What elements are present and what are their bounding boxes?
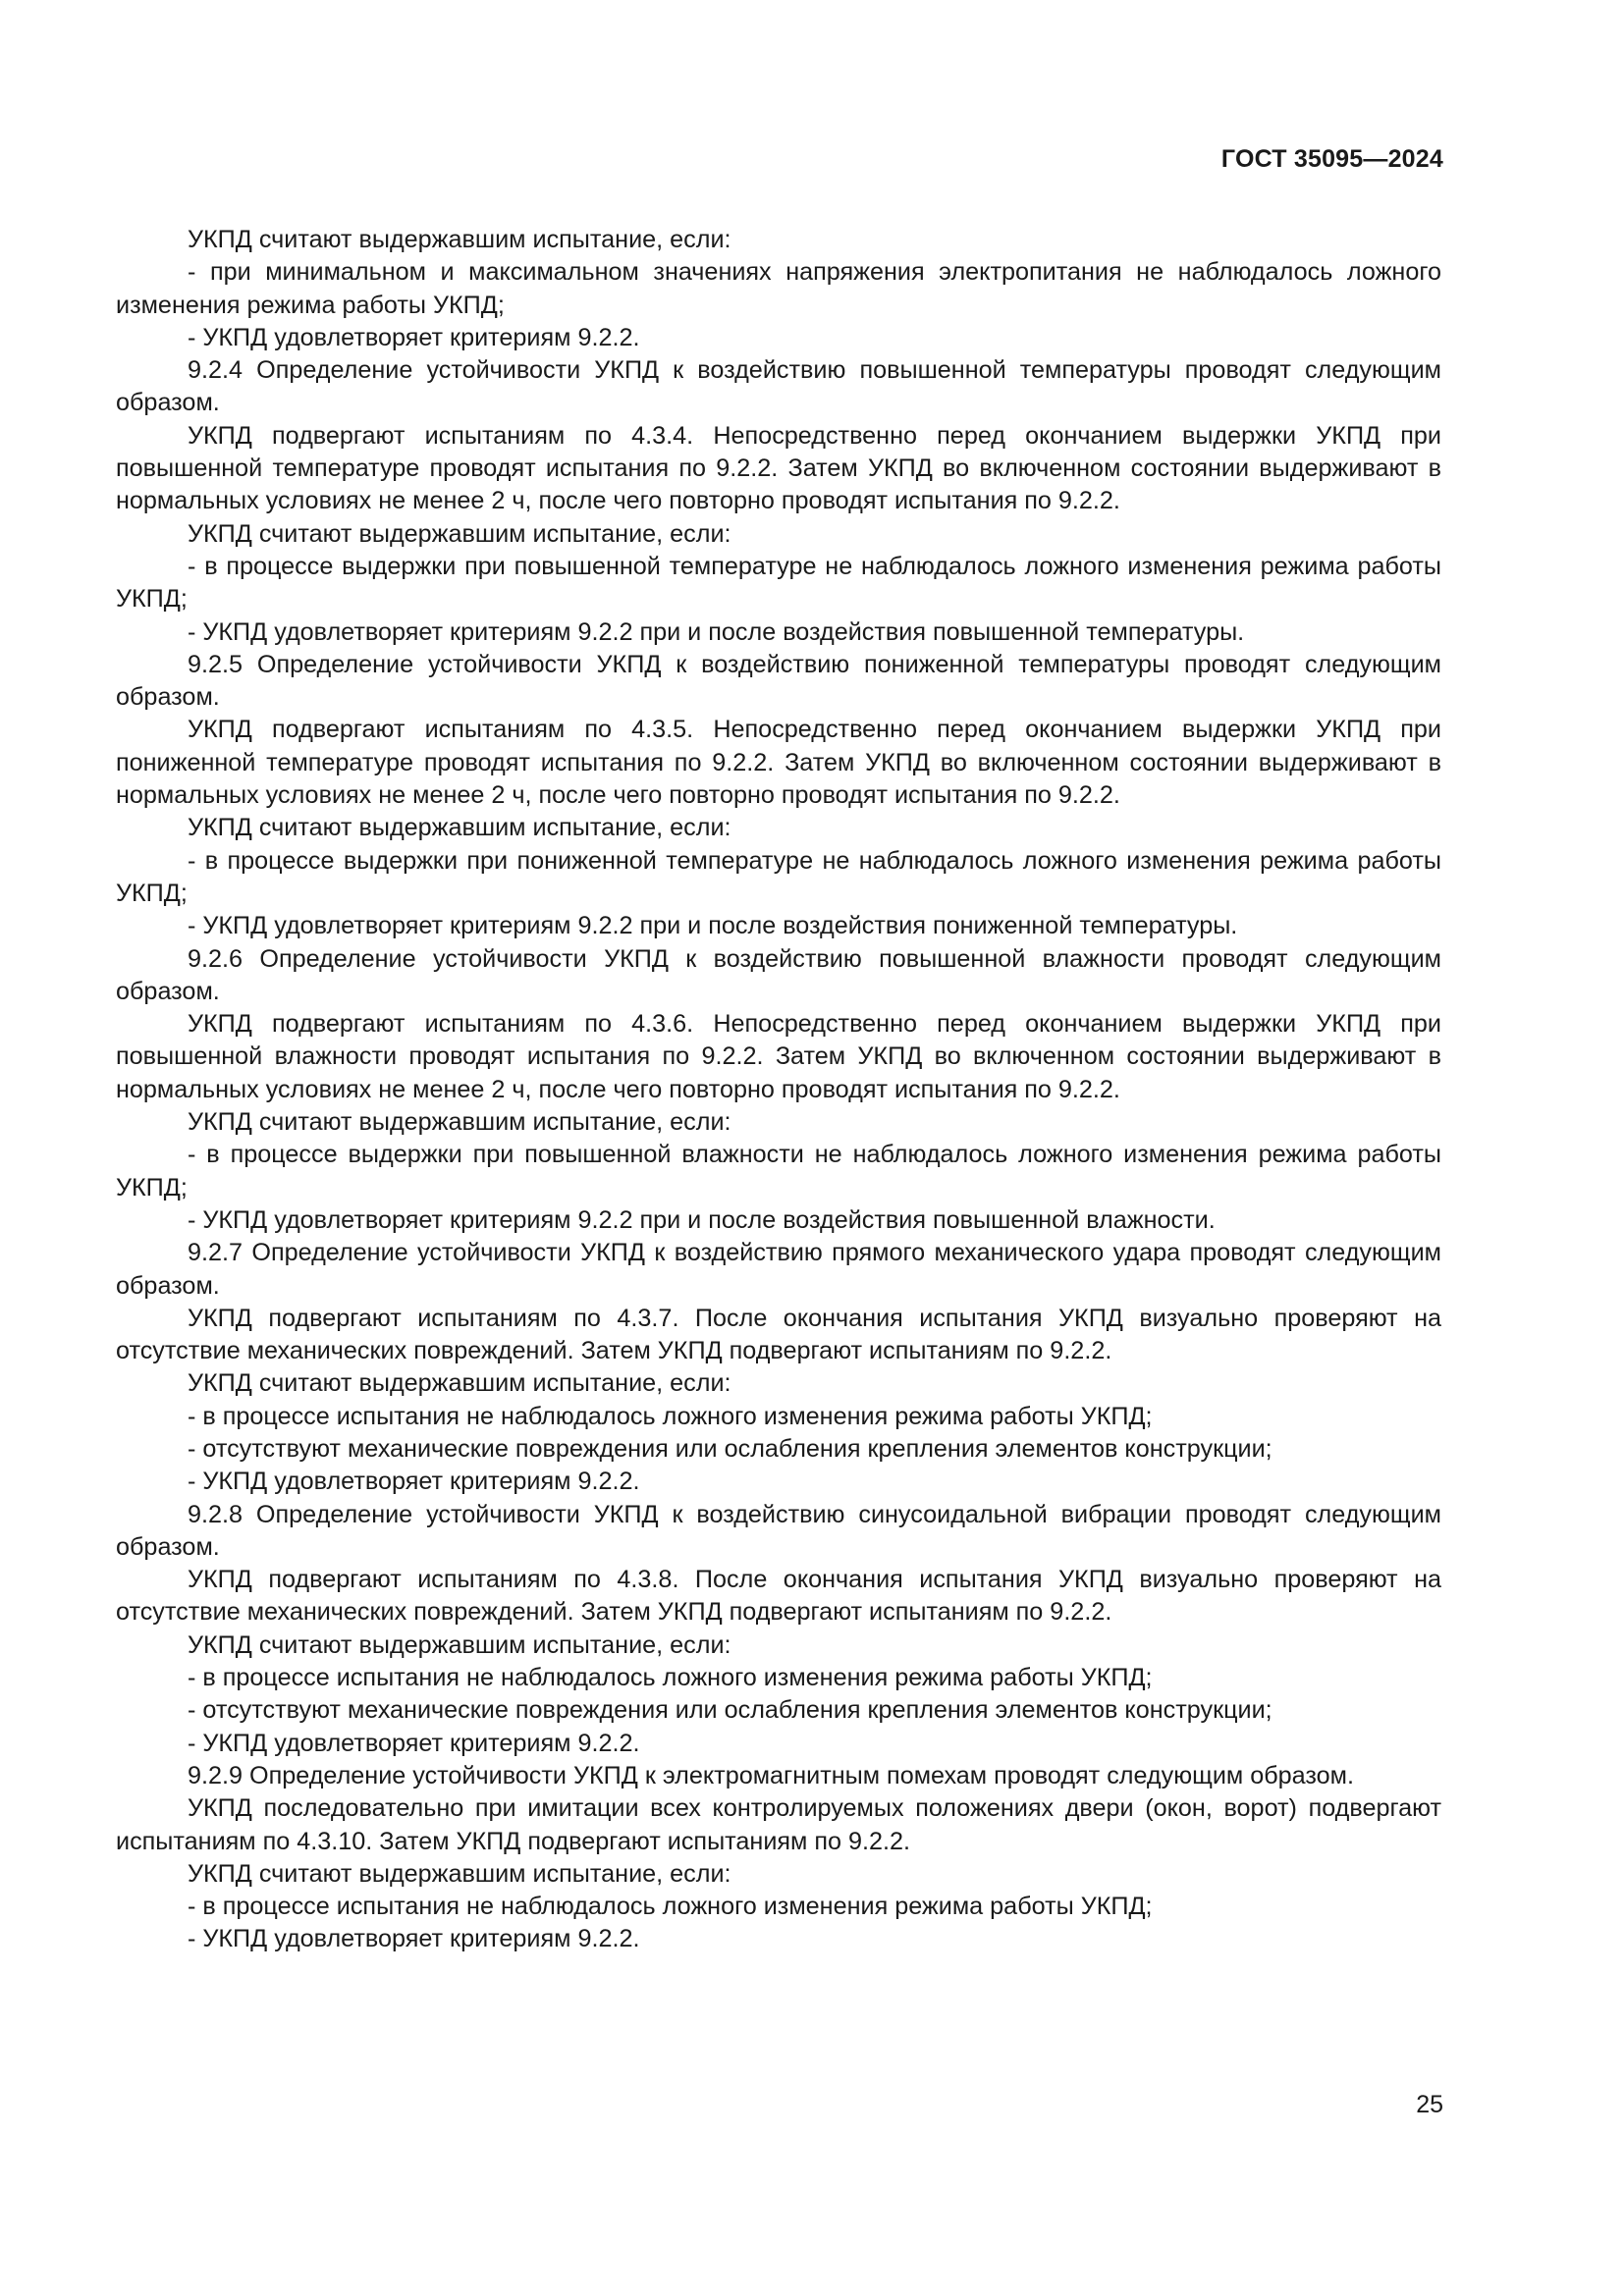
paragraph: - при минимальном и максимальном значениях напряжения электропитания не наблюдалось ложного изменения режима работы УКПД;	[116, 258, 1441, 319]
paragraph: 9.2.6 Определение устойчивости УКПД к воздействию повышенной влажности проводят следующим образом.	[116, 944, 1441, 1005]
paragraph: - УКПД удовлетворяет критериям 9.2.2.	[188, 323, 640, 351]
paragraph: УКПД последовательно при имитации всех контролируемых положениях двери (окон, ворот) подвергают испытаниям по 4.3.10. Затем УКПД подвергают испытаниям по 9.2.2.	[116, 1794, 1441, 1855]
paragraph: 9.2.7 Определение устойчивости УКПД к воздействию прямого механического удара проводят следующим образом.	[116, 1239, 1441, 1300]
paragraph: - УКПД удовлетворяет критериям 9.2.2.	[188, 1468, 640, 1496]
paragraph: УКПД считают выдержавшим испытание, если:	[188, 519, 731, 548]
paragraph: - УКПД удовлетворяет критериям 9.2.2 при и после воздействия повышенной температуры.	[188, 617, 1245, 646]
paragraph: УКПД подвергают испытаниям по 4.3.4. Непосредственно перед окончанием выдержки УКПД при повышенной температуре проводят испытания по 9.2.2. Затем УКПД во включенном состоянии выдерживают в нормальных условиях не менее 2 ч, после чего повторно проводят испытания по 9.2.2.	[116, 421, 1441, 515]
paragraph: - в процессе испытания не наблюдалось ложного изменения режима работы УКПД;	[188, 1893, 1153, 1921]
paragraph: УКПД считают выдержавшим испытание, если:	[188, 1108, 731, 1137]
paragraph: 9.2.4 Определение устойчивости УКПД к воздействию повышенной температуры проводят следующим образом.	[116, 356, 1441, 417]
paragraph: - в процессе испытания не наблюдалось ложного изменения режима работы УКПД;	[188, 1402, 1153, 1430]
paragraph: - в процессе выдержки при повышенной температуре не наблюдалось ложного изменения режима работы УКПД;	[116, 552, 1441, 614]
document-code-header: ГОСТ 35095—2024	[1220, 145, 1443, 173]
paragraph: УКПД считают выдержавшим испытание, если:	[188, 814, 731, 842]
paragraph: УКПД считают выдержавшим испытание, если:	[188, 1369, 731, 1398]
paragraph: - УКПД удовлетворяет критериям 9.2.2.	[188, 1729, 640, 1757]
paragraph: УКПД подвергают испытаниям по 4.3.7. После окончания испытания УКПД визуально проверяют на отсутствие механических повреждений. Затем УКПД подвергают испытаниям по 9.2.2.	[116, 1304, 1441, 1365]
page-number: 25	[1416, 2091, 1443, 2118]
paragraph: 9.2.5 Определение устойчивости УКПД к воздействию пониженной температуры проводят следующим образом.	[116, 650, 1441, 712]
paragraph: УКПД считают выдержавшим испытание, если:	[188, 226, 731, 253]
paragraph: УКПД считают выдержавшим испытание, если:	[188, 1859, 731, 1888]
paragraph: УКПД считают выдержавшим испытание, если:	[188, 1630, 731, 1659]
paragraph: - в процессе выдержки при пониженной температуре не наблюдалось ложного изменения режима работы УКПД;	[116, 846, 1441, 907]
paragraph: - отсутствуют механические повреждения или ослабления крепления элементов конструкции;	[188, 1696, 1272, 1725]
paragraph: - отсутствуют механические повреждения или ослабления крепления элементов конструкции;	[188, 1434, 1272, 1463]
paragraph: - УКПД удовлетворяет критериям 9.2.2 при и после воздействия повышенной влажности.	[188, 1205, 1216, 1234]
paragraph: - в процессе испытания не наблюдалось ложного изменения режима работы УКПД;	[188, 1664, 1153, 1692]
paragraph: 9.2.9 Определение устойчивости УКПД к электромагнитным помехам проводят следующим образом.	[188, 1761, 1354, 1789]
paragraph: УКПД подвергают испытаниям по 4.3.8. После окончания испытания УКПД визуально проверяют на отсутствие механических повреждений. Затем УКПД подвергают испытаниям по 9.2.2.	[116, 1566, 1441, 1627]
paragraph: - УКПД удовлетворяет критериям 9.2.2 при и после воздействия пониженной температуры.	[188, 912, 1238, 940]
paragraph: - в процессе выдержки при повышенной влажности не наблюдалось ложного изменения режима работы УКПД;	[116, 1141, 1441, 1201]
paragraph: - УКПД удовлетворяет критериям 9.2.2.	[188, 1925, 640, 1953]
paragraph: УКПД подвергают испытаниям по 4.3.5. Непосредственно перед окончанием выдержки УКПД при пониженной температуре проводят испытания по 9.2.2. Затем УКПД во включенном состоянии выдерживают в нормальных условиях не менее 2 ч, после чего повторно проводят испытания по 9.2.2.	[116, 716, 1441, 810]
paragraph: 9.2.8 Определение устойчивости УКПД к воздействию синусоидальной вибрации проводят следующим образом.	[116, 1500, 1441, 1561]
document-body	[116, 224, 1441, 1956]
paragraph: УКПД подвергают испытаниям по 4.3.6. Непосредственно перед окончанием выдержки УКПД при повышенной влажности проводят испытания по 9.2.2. Затем УКПД во включенном состоянии выдерживают в нормальных условиях не менее 2 ч, после чего повторно проводят испытания по 9.2.2.	[116, 1010, 1441, 1103]
